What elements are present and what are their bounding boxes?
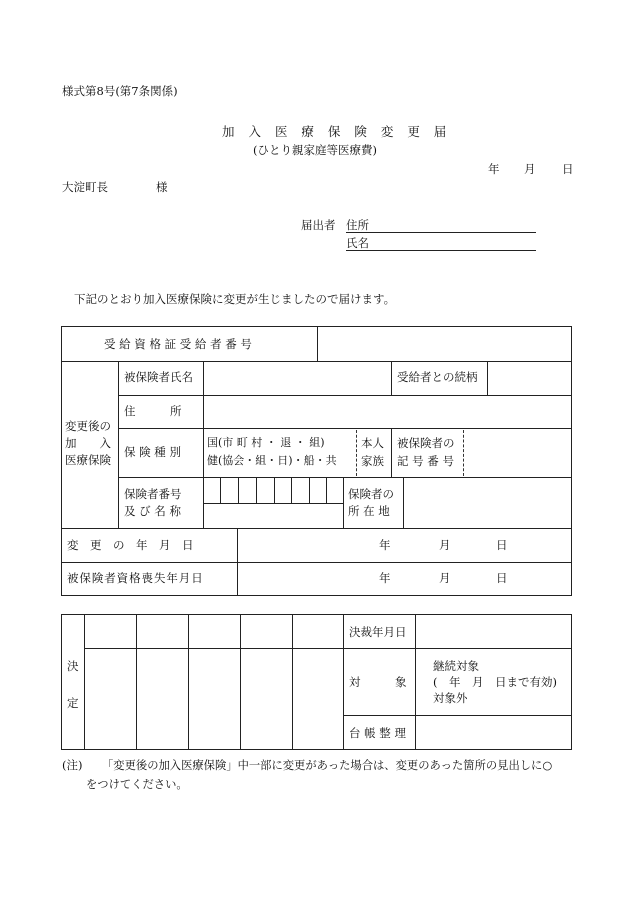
loss-date-year[interactable]: 年 [379, 571, 391, 585]
insurer-number-field[interactable] [204, 478, 343, 503]
decision-target-label: 対 象 [349, 675, 407, 689]
date-day: 日 [562, 162, 574, 176]
symbol-number-label-line2: 記 号 番 号 [397, 454, 454, 468]
ledger-field[interactable] [416, 716, 571, 749]
applicant-address-field[interactable] [346, 232, 536, 233]
decision-target-valid-until[interactable]: ( 年 月 日まで有効) [433, 675, 557, 689]
change-date-month[interactable]: 月 [439, 538, 451, 552]
address-field[interactable] [204, 396, 571, 428]
applicant-label: 届出者 [301, 218, 336, 232]
decision-label-bottom: 定 [67, 696, 79, 710]
cert-number-label: 受 給 資 格 証 受 給 者 番 号 [104, 337, 252, 351]
note-line1: 「変更後の加入医療保険」中一部に変更があった場合は、変更のあった箇所の見出しに○ [102, 759, 553, 772]
date-month: 月 [524, 162, 536, 176]
insurance-type-option-kokuho[interactable]: 国(市 町 村 ・ 退 ・ 組) [207, 436, 325, 449]
loss-date-label: 被保険者資格喪失年月日 [67, 571, 204, 585]
decision-target-excluded[interactable]: 対象外 [433, 691, 468, 705]
decision-target-continue[interactable]: 継続対象 [433, 659, 479, 673]
decision-label-top: 決 [67, 659, 79, 673]
insurer-location-label-line1: 保険者の [348, 487, 394, 501]
insurer-number-label-line1: 保険者番号 [124, 487, 182, 501]
loss-date-month[interactable]: 月 [439, 571, 451, 585]
change-date-label: 変 更 の 年 月 日 [67, 538, 194, 552]
stamp-cell[interactable] [137, 615, 188, 648]
stamp-cell[interactable] [293, 615, 343, 648]
insurance-type-label: 保 険 種 別 [124, 445, 181, 459]
cert-number-field[interactable] [318, 327, 571, 361]
insurer-name-field[interactable] [204, 504, 343, 528]
stamp-cell[interactable] [189, 615, 240, 648]
note-line2: をつけてください。 [86, 778, 188, 791]
form-number: 様式第8号(第7条関係) [62, 84, 178, 98]
section-label-line3: 医療保険 [65, 453, 111, 467]
insured-name-field[interactable] [204, 362, 390, 395]
insurer-number-label-line2: 及 び 名 称 [124, 504, 181, 518]
note-prefix: (注) [62, 758, 83, 772]
insurer-location-label-line2: 所 在 地 [348, 504, 390, 518]
stamp-cell[interactable] [241, 615, 292, 648]
decision-date-field[interactable] [416, 615, 571, 648]
intro-text: 下記のとおり加入医療保険に変更が生じましたので届けます。 [74, 292, 396, 306]
section-label-line2: 加 入 [65, 436, 111, 450]
stamp-cell[interactable] [85, 615, 136, 648]
change-date-year[interactable]: 年 [379, 538, 391, 552]
symbol-number-field[interactable] [464, 429, 571, 477]
addressee-name: 大淀町長 [62, 180, 108, 194]
section-label-line1: 変更後の [65, 419, 111, 433]
insurance-type-option-kenpo[interactable]: 健(協会・組・日)・船・共 [207, 454, 337, 467]
symbol-number-label-line1: 被保険者の [397, 436, 455, 450]
insured-name-label: 被保険者氏名 [124, 370, 193, 384]
decision-date-label: 決裁年月日 [349, 625, 407, 639]
date-year: 年 [488, 162, 500, 176]
form-title: 加 入 医 療 保 険 変 更 届 [222, 124, 452, 139]
self-option[interactable]: 本人 [361, 436, 384, 450]
family-option[interactable]: 家族 [361, 454, 384, 468]
applicant-name-field[interactable] [346, 250, 536, 251]
relation-field[interactable] [488, 362, 571, 395]
form-subtitle: (ひとり親家庭等医療費) [253, 143, 377, 157]
loss-date-day[interactable]: 日 [496, 571, 508, 585]
address-label: 住 所 [124, 404, 182, 418]
change-date-day[interactable]: 日 [496, 538, 508, 552]
addressee-honorific: 様 [156, 180, 168, 194]
relation-label: 受給者との続柄 [397, 370, 478, 384]
applicant-name-label: 氏名 [346, 236, 369, 250]
applicant-address-label: 住所 [346, 218, 369, 232]
ledger-label: 台 帳 整 理 [349, 726, 406, 740]
insurer-location-field[interactable] [404, 478, 571, 528]
